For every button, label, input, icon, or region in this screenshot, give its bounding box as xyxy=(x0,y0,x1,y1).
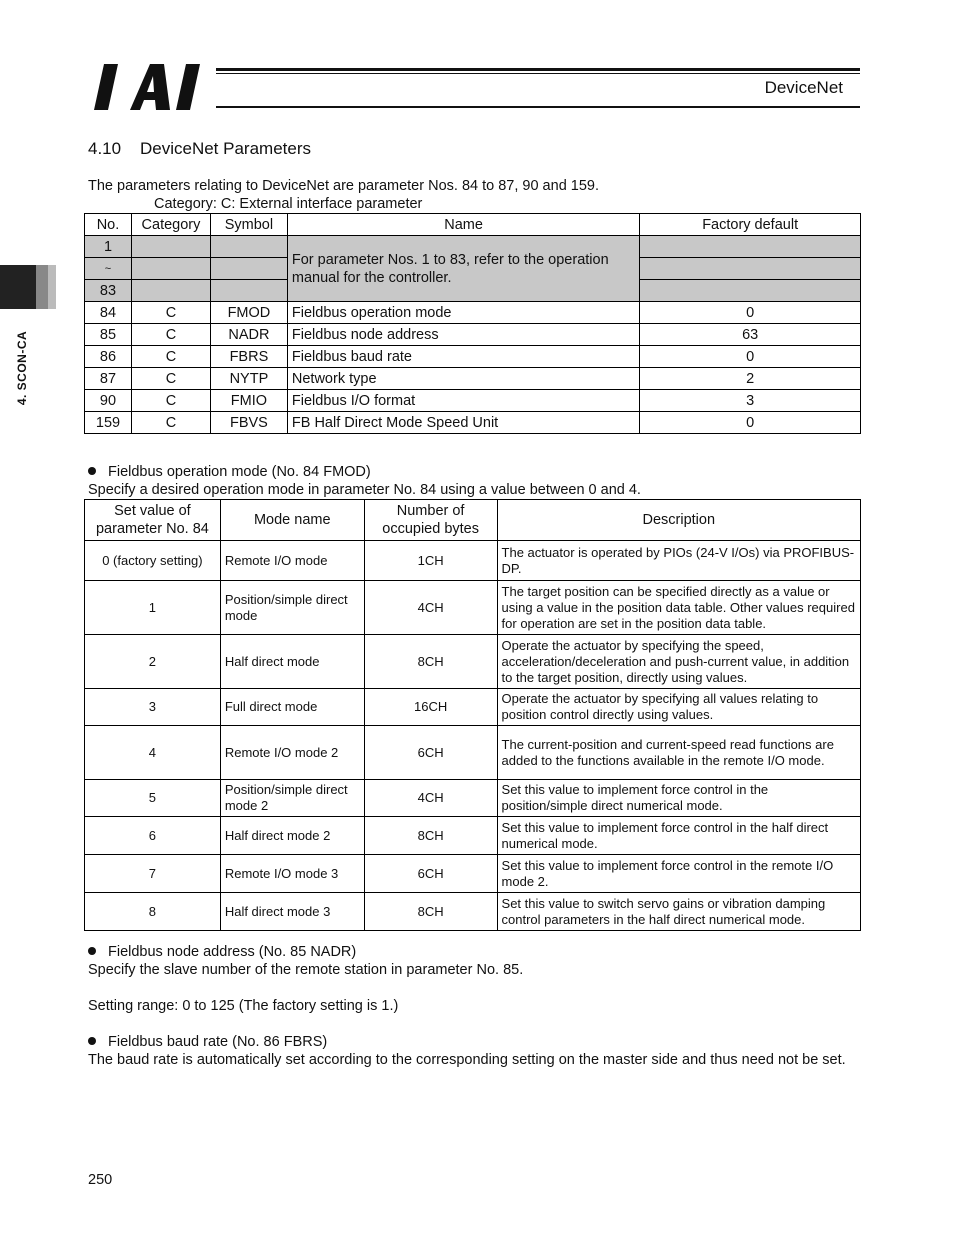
param-no: 86 xyxy=(85,346,132,368)
iai-logo xyxy=(92,62,210,112)
gray-no: 83 xyxy=(85,280,132,302)
table-row xyxy=(85,635,861,689)
header-rule xyxy=(216,68,860,71)
mode-name: Half direct mode 2 xyxy=(220,817,364,855)
mode-name: Remote I/O mode xyxy=(220,541,364,581)
parameter-table xyxy=(84,213,861,434)
param-name: Fieldbus operation mode xyxy=(287,302,639,324)
bullet-icon xyxy=(88,947,96,955)
col-header-category: Category xyxy=(131,214,210,236)
occupied-bytes: 4CH xyxy=(364,780,497,817)
set-value: 0 (factory setting) xyxy=(85,541,221,581)
set-value: 1 xyxy=(85,581,221,635)
fbrs-heading-text: Fieldbus baud rate (No. 86 FBRS) xyxy=(108,1034,328,1050)
header-rule-thin xyxy=(216,73,860,74)
mode-name: Position/simple direct mode xyxy=(220,581,364,635)
page-number: 250 xyxy=(88,1172,113,1188)
occupied-bytes: 4CH xyxy=(364,581,497,635)
param-name: Fieldbus I/O format xyxy=(287,390,639,412)
nadr-desc: Specify the slave number of the remote station in parameter No. 85. xyxy=(88,962,524,978)
gray-cell xyxy=(131,236,210,258)
param-symbol: FMIO xyxy=(210,390,287,412)
param-no: 87 xyxy=(85,368,132,390)
chapter-label: 4. SCON-CA xyxy=(15,330,29,406)
col-header-symbol: Symbol xyxy=(210,214,287,236)
gray-cell xyxy=(210,280,287,302)
set-value: 3 xyxy=(85,689,221,726)
mode-name: Full direct mode xyxy=(220,689,364,726)
table-row xyxy=(85,236,861,258)
col-header-no: No. xyxy=(85,214,132,236)
table-row xyxy=(85,302,861,324)
fmod-heading xyxy=(88,463,371,481)
bullet-icon xyxy=(88,1037,96,1045)
mode-name: Remote I/O mode 2 xyxy=(220,726,364,780)
param-symbol: FBRS xyxy=(210,346,287,368)
param-name: Network type xyxy=(287,368,639,390)
gray-no: 1 xyxy=(85,236,132,258)
occupied-bytes: 8CH xyxy=(364,817,497,855)
param-category: C xyxy=(131,324,210,346)
chapter-tab-shade-light xyxy=(48,265,56,309)
fmod-heading-text: Fieldbus operation mode (No. 84 FMOD) xyxy=(108,464,371,480)
param-symbol: NADR xyxy=(210,324,287,346)
mode-name: Half direct mode 3 xyxy=(220,893,364,931)
chapter-tab-marker xyxy=(0,265,36,309)
mode-name: Position/simple direct mode 2 xyxy=(220,780,364,817)
param-category: C xyxy=(131,302,210,324)
occupied-bytes: 6CH xyxy=(364,726,497,780)
table-row xyxy=(85,817,861,855)
set-value: 2 xyxy=(85,635,221,689)
fmod-table xyxy=(84,499,861,931)
gray-cell xyxy=(640,236,861,258)
occupied-bytes: 8CH xyxy=(364,893,497,931)
set-value: 6 xyxy=(85,817,221,855)
header-rule-bottom xyxy=(216,106,860,108)
table-row xyxy=(85,855,861,893)
set-value: 4 xyxy=(85,726,221,780)
param-default: 0 xyxy=(640,302,861,324)
occupied-bytes: 6CH xyxy=(364,855,497,893)
bullet-icon xyxy=(88,467,96,475)
nadr-heading-text: Fieldbus node address (No. 85 NADR) xyxy=(108,944,357,960)
gray-cell xyxy=(131,280,210,302)
gray-cell xyxy=(210,236,287,258)
set-value: 7 xyxy=(85,855,221,893)
gray-cell xyxy=(640,280,861,302)
param-no: 85 xyxy=(85,324,132,346)
col-header-default: Factory default xyxy=(640,214,861,236)
table-row xyxy=(85,390,861,412)
col-header-name: Name xyxy=(287,214,639,236)
param-name: Fieldbus node address xyxy=(287,324,639,346)
param-default: 0 xyxy=(640,412,861,434)
table-header-row xyxy=(85,214,861,236)
param-default: 2 xyxy=(640,368,861,390)
param-name: Fieldbus baud rate xyxy=(287,346,639,368)
param-default: 3 xyxy=(640,390,861,412)
param-category: C xyxy=(131,346,210,368)
table-row xyxy=(85,412,861,434)
param-default: 0 xyxy=(640,346,861,368)
occupied-bytes: 16CH xyxy=(364,689,497,726)
fbrs-desc: The baud rate is automatically set according to the corresponding setting on the master side and thus need not be set. xyxy=(88,1052,846,1068)
table-row xyxy=(85,581,861,635)
fbrs-heading xyxy=(88,1033,327,1051)
mode-description: Set this value to switch servo gains or vibration damping control parameters in the half direct numerical mode. xyxy=(497,893,860,931)
nadr-heading xyxy=(88,943,356,961)
mode-description: The actuator is operated by PIOs (24-V I/Os) via PROFIBUS-DP. xyxy=(497,541,860,581)
param-name: FB Half Direct Mode Speed Unit xyxy=(287,412,639,434)
param-default: 63 xyxy=(640,324,861,346)
table-row xyxy=(85,780,861,817)
table-row xyxy=(85,368,861,390)
occupied-bytes: 8CH xyxy=(364,635,497,689)
param-no: 90 xyxy=(85,390,132,412)
mode-description: The current-position and current-speed read functions are added to the functions available in the remote I/O mode. xyxy=(497,726,860,780)
gray-cell xyxy=(640,258,861,280)
param-symbol: FBVS xyxy=(210,412,287,434)
mode-name: Remote I/O mode 3 xyxy=(220,855,364,893)
param-no: 84 xyxy=(85,302,132,324)
fmod-desc: Specify a desired operation mode in parameter No. 84 using a value between 0 and 4. xyxy=(88,482,641,498)
param-category: C xyxy=(131,368,210,390)
mode-description: Set this value to implement force control in the position/simple direct numerical mode. xyxy=(497,780,860,817)
mode-description: Set this value to implement force control in the half direct numerical mode. xyxy=(497,817,860,855)
param-symbol: NYTP xyxy=(210,368,287,390)
mode-description: Operate the actuator by specifying the speed, acceleration/deceleration and push-current value, in addition to the target position, directly using values. xyxy=(497,635,860,689)
gray-name-note: For parameter Nos. 1 to 83, refer to the operation manual for the controller. xyxy=(287,236,639,302)
table-header-row xyxy=(85,500,861,541)
mode-description: Set this value to implement force control in the remote I/O mode 2. xyxy=(497,855,860,893)
table-row xyxy=(85,689,861,726)
col-header-mode-name: Mode name xyxy=(220,500,364,541)
table-row xyxy=(85,324,861,346)
mode-description: Operate the actuator by specifying all values relating to position control directly using values. xyxy=(497,689,860,726)
table-row xyxy=(85,726,861,780)
param-category: C xyxy=(131,390,210,412)
gray-cell xyxy=(131,258,210,280)
set-value: 5 xyxy=(85,780,221,817)
table-row xyxy=(85,893,861,931)
mode-name: Half direct mode xyxy=(220,635,364,689)
header-section-name: DeviceNet xyxy=(764,78,843,97)
gray-no: ~ xyxy=(85,258,132,280)
chapter-tab-shade xyxy=(36,265,48,309)
intro-text: The parameters relating to DeviceNet are parameter Nos. 84 to 87, 90 and 159. xyxy=(88,178,600,194)
section-title: 4.10 DeviceNet Parameters xyxy=(88,139,311,158)
table-row xyxy=(85,346,861,368)
table-row xyxy=(85,541,861,581)
mode-description: The target position can be specified directly as a value or using a value in the position data table. Other values required for operation are set in the position data table. xyxy=(497,581,860,635)
nadr-range: Setting range: 0 to 125 (The factory setting is 1.) xyxy=(88,998,399,1014)
category-note: Category: C: External interface parameter xyxy=(154,196,423,212)
col-header-description: Description xyxy=(497,500,860,541)
occupied-bytes: 1CH xyxy=(364,541,497,581)
gray-cell xyxy=(210,258,287,280)
col-header-set-value: Set value of parameter No. 84 xyxy=(85,500,221,541)
param-category: C xyxy=(131,412,210,434)
col-header-bytes: Number of occupied bytes xyxy=(364,500,497,541)
param-symbol: FMOD xyxy=(210,302,287,324)
param-no: 159 xyxy=(85,412,132,434)
set-value: 8 xyxy=(85,893,221,931)
